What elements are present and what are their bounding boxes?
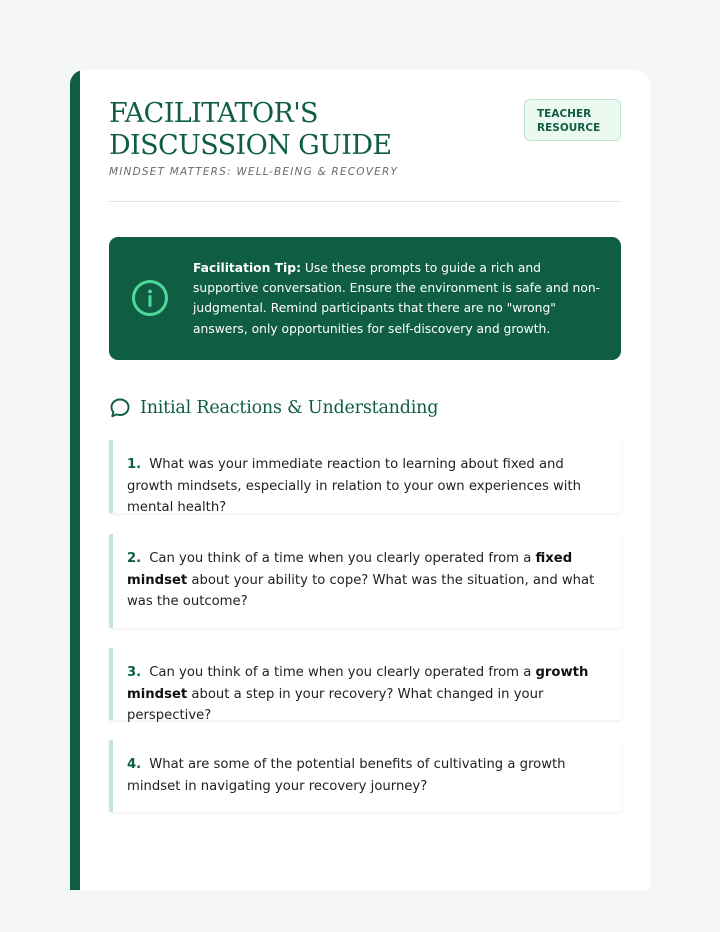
guide-card: [70, 70, 650, 890]
question-text: What was your immediate reaction to learning about fixed and growth mindsets, especially in relation to your own experiences with mental health?: [127, 457, 581, 515]
badge-line-1: TEACHER: [537, 108, 592, 120]
facilitation-tip-box: [109, 237, 621, 360]
question-number: 4.: [127, 757, 142, 772]
tip-body: Use these prompts to guide a rich and supportive conversation. Ensure the environment is safe and non-judgmental. Remind participants that there are no "wrong" answers, only opportunities for self-discovery and growth.: [193, 261, 601, 336]
card-accent-bar: [70, 70, 80, 890]
header-divider: [109, 201, 621, 202]
question-card-1: [109, 440, 621, 513]
info-icon: [131, 279, 169, 317]
tip-label: Facilitation Tip:: [193, 261, 301, 275]
section-title: Initial Reactions & Understanding: [140, 398, 439, 418]
question-emphasis: fixed mindset: [127, 551, 573, 588]
question-number: 2.: [127, 551, 142, 566]
header: [109, 98, 621, 178]
page-subtitle: MINDSET MATTERS: WELL-BEING & RECOVERY: [109, 166, 399, 178]
page-title: FACILITATOR'S DISCUSSION GUIDE: [109, 98, 392, 161]
question-number: 3.: [127, 665, 142, 680]
section-heading: [109, 396, 438, 420]
question-text: Can you think of a time when you clearly operated from a: [149, 551, 536, 566]
question-card-2: [109, 534, 621, 628]
question-text-cont: about your ability to cope? What was the situation, and what was the outcome?: [127, 572, 595, 609]
question-text: Can you think of a time when you clearly operated from a: [149, 665, 536, 680]
question-emphasis: growth mindset: [127, 665, 589, 702]
question-card-3: [109, 648, 621, 723]
chat-bubble-icon: [109, 397, 131, 419]
question-text: What are some of the potential benefits of cultivating a growth mindset in navigating your recovery journey?: [127, 757, 566, 794]
question-number: 1.: [127, 457, 142, 472]
question-text-cont: about a step in your recovery? What changed in your perspective?: [127, 686, 544, 723]
facilitation-tip-text: [193, 258, 603, 339]
question-card-4: [109, 740, 621, 812]
teacher-resource-badge: [524, 99, 621, 141]
badge-line-2: RESOURCE: [537, 122, 601, 134]
